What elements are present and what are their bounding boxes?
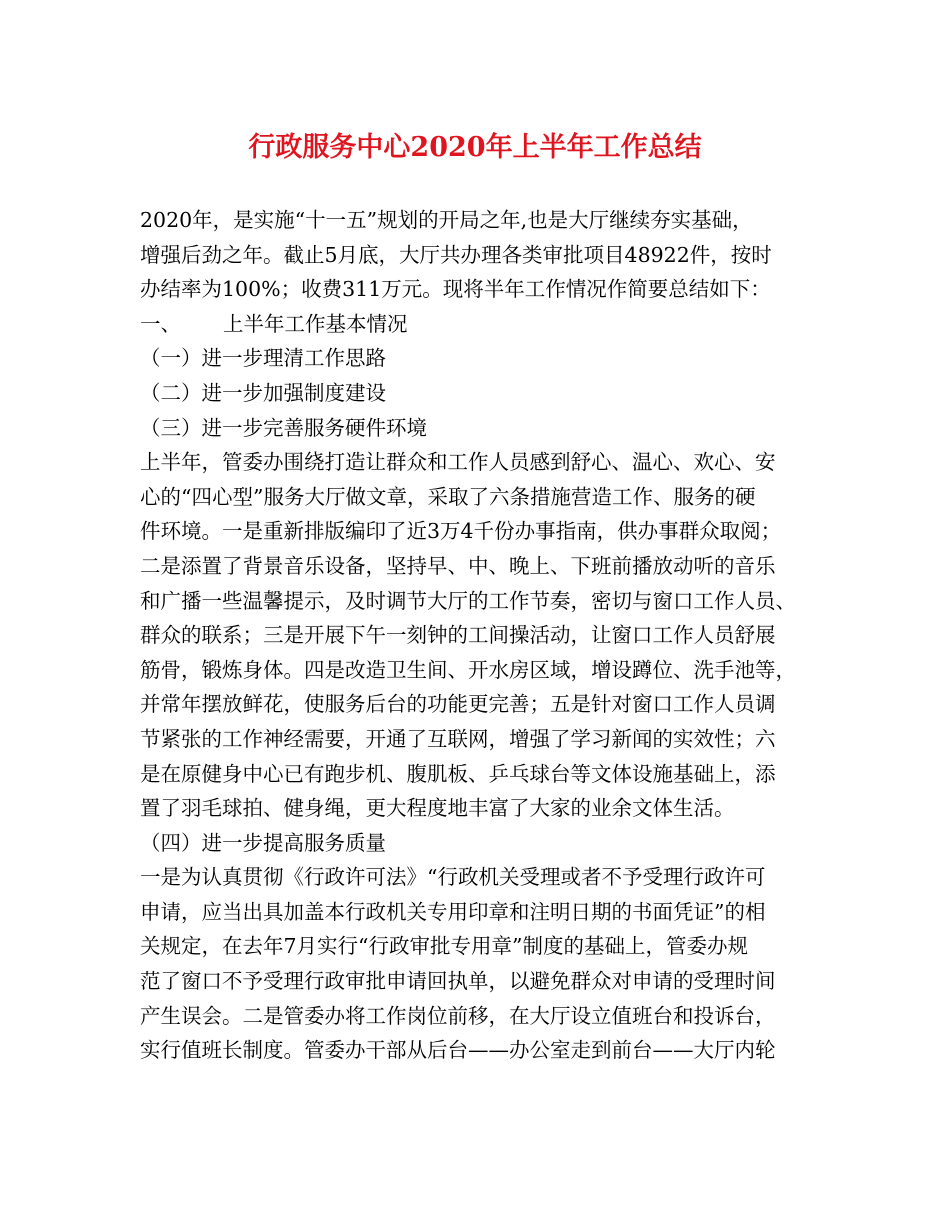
- subsection-heading: （三）进一步完善服务硬件环境: [140, 415, 427, 440]
- body-line: 筋骨，锻炼身体。四是改造卫生间、开水房区域，增设蹲位、洗手池等，: [140, 657, 796, 682]
- section-number: 一、: [140, 311, 181, 336]
- body-line: 节紧张的工作神经需要，开通了互联网，增强了学习新闻的实效性；六: [140, 726, 776, 751]
- document-title: 行政服务中心2020年上半年工作总结: [248, 132, 702, 163]
- body-line: 二是添置了背景音乐设备，坚持早、中、晚上、下班前播放动听的音乐: [140, 553, 776, 578]
- body-line: 关规定，在去年7月实行“行政审批专用章”制度的基础上，管委办规: [140, 934, 749, 959]
- body-line: 并常年摆放鲜花，使服务后台的功能更完善；五是针对窗口工作人员调: [140, 692, 776, 717]
- body-line: 和广播一些温馨提示，及时调节大厅的工作节奏，密切与窗口工作人员、: [140, 588, 796, 613]
- body-line: 件环境。一是重新排版编印了近3万4千份办事指南，供办事群众取阅；: [140, 519, 782, 544]
- body-line: 申请，应当出具加盖本行政机关专用印章和注明日期的书面凭证”的相: [140, 899, 766, 924]
- body-line: 办结率为100%；收费311万元。现将半年工作情况作简要总结如下：: [140, 277, 771, 302]
- document-body: [140, 203, 820, 1068]
- body-line: 是在原健身中心已有跑步机、腹肌板、乒乓球台等文体设施基础上，添: [140, 761, 776, 786]
- body-line: 上半年，管委办围绕打造让群众和工作人员感到舒心、温心、欢心、安: [140, 450, 776, 475]
- body-line: 群众的联系；三是开展下午一刻钟的工间操活动，让窗口工作人员舒展: [140, 623, 776, 648]
- body-line: 增强后劲之年。截止5月底，大厅共办理各类审批项目48922件，按时: [140, 242, 772, 267]
- body-line: 产生误会。二是管委办将工作岗位前移，在大厅设立值班台和投诉台，: [140, 1003, 776, 1028]
- body-line: 2020年，是实施“十一五”规划的开局之年,也是大厅继续夯实基础，: [140, 208, 753, 232]
- body-line: 置了羽毛球拍、健身绳，更大程度地丰富了大家的业余文体生活。: [140, 796, 735, 821]
- section-heading-text: 上半年工作基本情况: [223, 311, 408, 336]
- section-heading-1: [140, 307, 820, 342]
- body-line: 心的“四心型”服务大厅做文章，采取了六条措施营造工作、服务的硬: [140, 484, 756, 509]
- subsection-heading: （四）进一步提高服务质量: [140, 830, 386, 855]
- body-line: 一是为认真贯彻《行政许可法》“行政机关受理或者不予受理行政许可: [140, 865, 766, 890]
- subsection-heading: （一）进一步理清工作思路: [140, 346, 386, 371]
- body-line: 实行值班长制度。管委办干部从后台——办公室走到前台——大厅内轮: [140, 1038, 776, 1063]
- body-line: 范了窗口不予受理行政审批申请回执单，以避免群众对申请的受理时间: [140, 969, 776, 994]
- subsection-heading: （二）进一步加强制度建设: [140, 380, 386, 405]
